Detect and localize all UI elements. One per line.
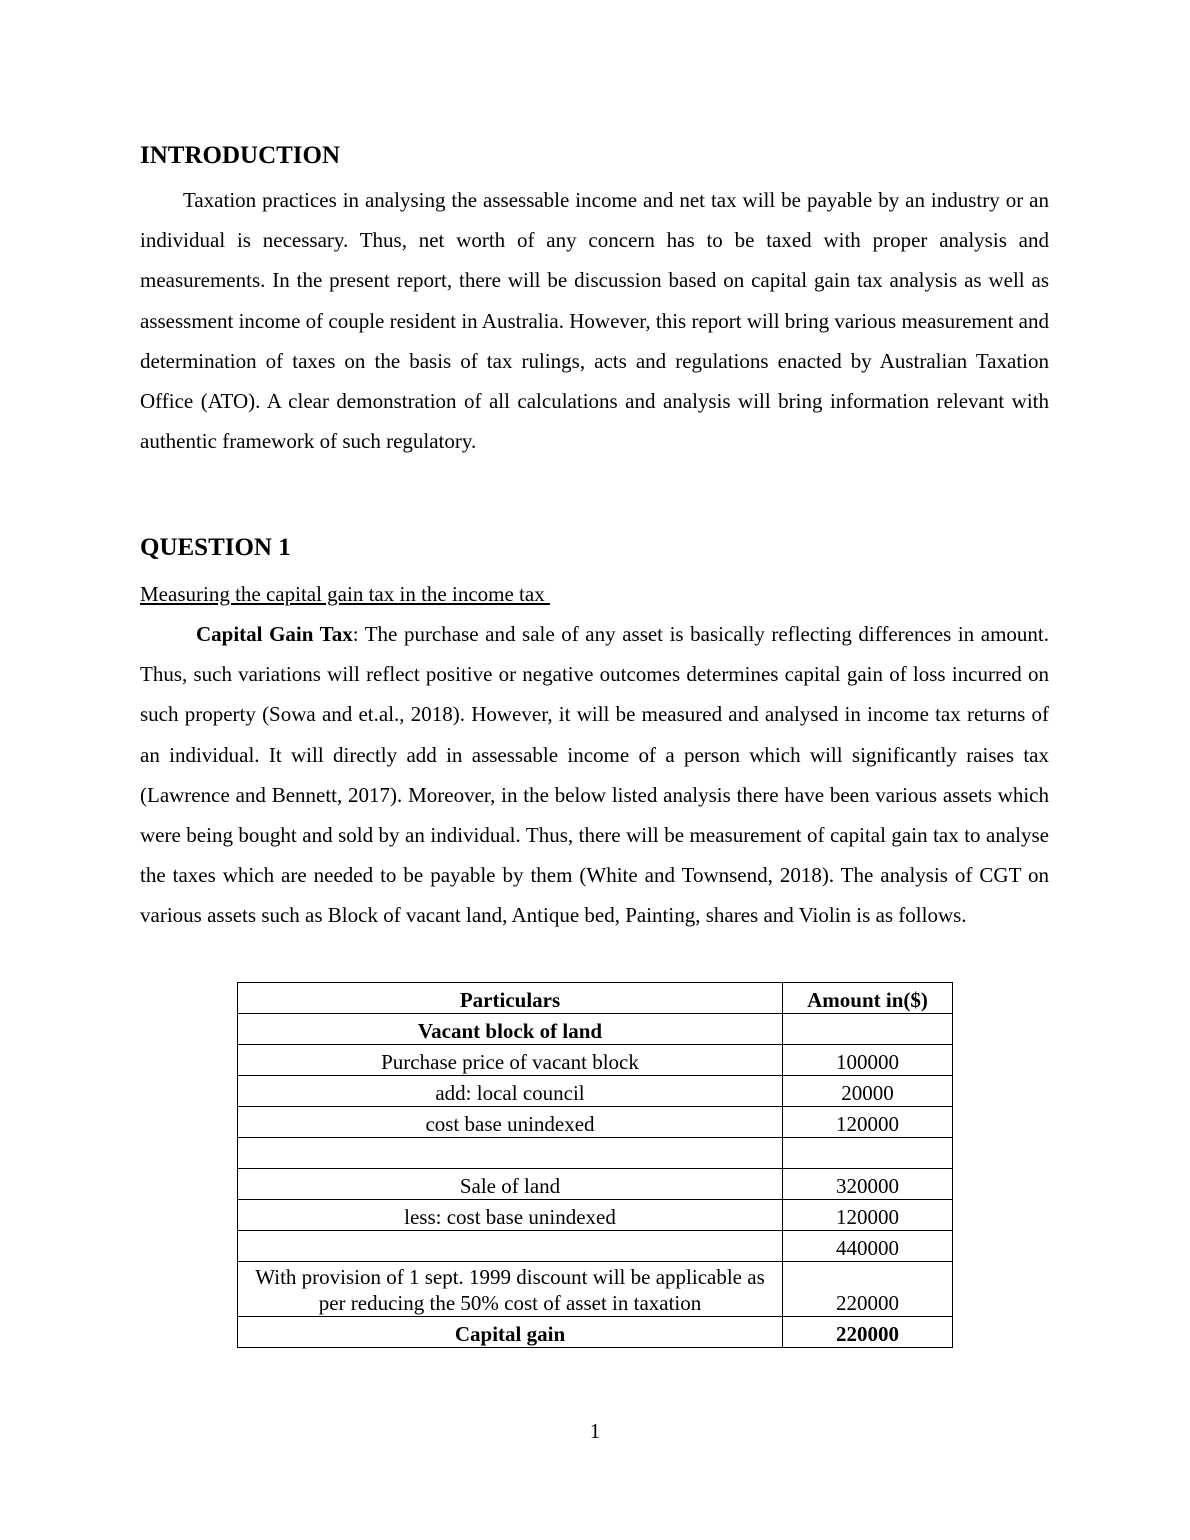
table-row [238,1169,953,1200]
capital-gain-tax-term: Capital Gain Tax [196,622,353,646]
cell-amount: 120000 [783,1107,953,1138]
cell-particulars: With provision of 1 sept. 1999 discount will be applicable as per reducing the 50% cost of asset in taxation [238,1262,783,1317]
cell-amount: 440000 [783,1231,953,1262]
table-row [238,1107,953,1138]
header-particulars: Particulars [238,983,783,1014]
table-row [238,1045,953,1076]
cell-amount: 220000 [783,1262,953,1317]
cell-amount: 120000 [783,1200,953,1231]
cell-particulars: Vacant block of land [238,1014,783,1045]
capital-gain-tax-text: : The purchase and sale of any asset is basically reflecting differences in amount. Thus, such variations will reflect positive or negative outcomes determines capital gain of loss incurred on such property (Sowa and et.al., 2018). However, it will be measured and analysed in income tax returns of an individual. It will directly add in assessable income of a person which will significantly raises tax (Lawrence and Bennett, 2017). Moreover, in the below listed analysis there have been various assets which were being bought and sold by an individual. Thus, there will be measurement of capital gain tax to analyse the taxes which are needed to be payable by them (White and Townsend, 2018). The analysis of CGT on various assets such as Block of vacant land, Antique bed, Painting, shares and Violin is as follows. [140,622,1049,928]
cell-particulars: less: cost base unindexed [238,1200,783,1231]
capital-gain-table [237,982,953,1348]
table-row [238,1138,953,1169]
introduction-paragraph: Taxation practices in analysing the assessable income and net tax will be payable by an industry or an individual is necessary. Thus, net worth of any concern has to be taxed with proper analysis and measurements. In the present report, there will be discussion based on capital gain tax analysis as well as assessment income of couple resident in Australia. However, this report will bring various measurement and determination of taxes on the basis of tax rulings, acts and regulations enacted by Australian Taxation Office (ATO). A clear demonstration of all calculations and analysis will bring information relevant with authentic framework of such regulatory. [140,188,1049,454]
cell-amount: 20000 [783,1076,953,1107]
cell-particulars: Purchase price of vacant block [238,1045,783,1076]
table-header-row [238,983,953,1014]
cell-particulars: add: local council [238,1076,783,1107]
question-1-heading: QUESTION 1 [140,534,291,561]
cell-amount: 320000 [783,1169,953,1200]
table-row [238,1200,953,1231]
cell-particulars [238,1138,783,1169]
table-row [238,1317,953,1348]
table-row [238,1262,953,1317]
header-amount: Amount in($) [783,983,953,1014]
cell-amount: 220000 [783,1317,953,1348]
table-row [238,1231,953,1262]
cell-particulars: cost base unindexed [238,1107,783,1138]
table-body [238,1014,953,1348]
capital-gain-tax-paragraph [140,614,1049,936]
page-number: 1 [589,1419,601,1443]
cell-particulars: Sale of land [238,1169,783,1200]
cell-amount [783,1138,953,1169]
cell-particulars [238,1231,783,1262]
table-row [238,1076,953,1107]
cell-amount [783,1014,953,1045]
introduction-heading: INTRODUCTION [140,142,341,169]
cell-amount: 100000 [783,1045,953,1076]
cell-particulars: Capital gain [238,1317,783,1348]
question-1-subheading: Measuring the capital gain tax in the income tax [140,582,550,606]
table-row [238,1014,953,1045]
